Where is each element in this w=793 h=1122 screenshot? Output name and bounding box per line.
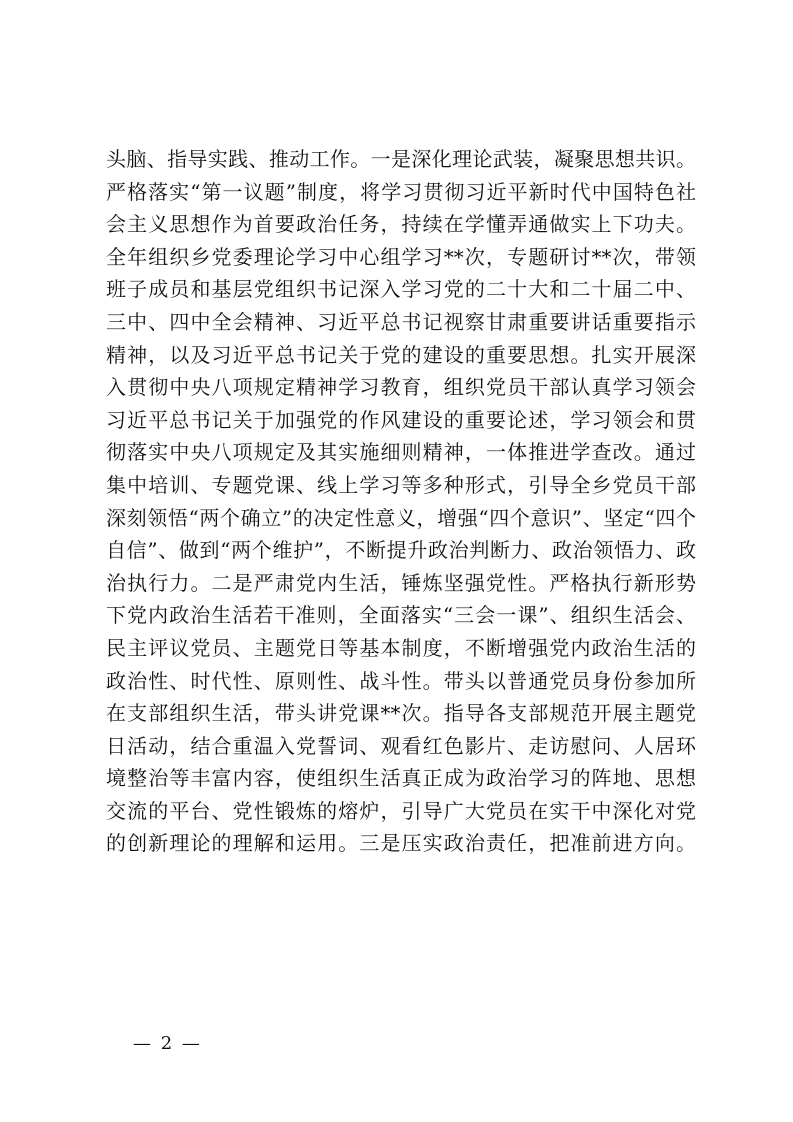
text-line: 政治性、时代性、原则性、战斗性。带头以普通党员身份参加所 [106,668,696,693]
text-line: 集中培训、专题党课、线上学习等多种形式，引导全乡党员干部 [106,472,696,497]
text-line: 三中、四中全会精神、习近平总书记视察甘肃重要讲话重要指示 [106,309,696,334]
text-line: 在支部组织生活，带头讲党课**次。指导各支部规范开展主题党 [106,701,696,726]
text-line: 头脑、指导实践、推动工作。一是深化理论武装，凝聚思想共识。 [106,147,696,171]
text-line: 入贯彻中央八项规定精神学习教育，组织党员干部认真学习领会 [106,375,696,400]
text-line: 自信”、做到“两个维护”，不断提升政治判断力、政治领悟力、政 [106,538,696,563]
text-line: 会主义思想作为首要政治任务，持续在学懂弄通做实上下功夫。 [106,212,696,237]
text-line: 习近平总书记关于加强党的作风建设的重要论述，学习领会和贯 [106,407,696,432]
text-line: 彻落实中央八项规定及其实施细则精神，一体推进学查改。通过 [106,440,696,465]
text-line: 治执行力。二是严肃党内生活，锤炼坚强党性。严格执行新形势 [106,570,696,595]
text-line: 全年组织乡党委理论学习中心组学习**次，专题研讨**次，带领 [106,244,696,269]
text-line: 深刻领悟“两个确立”的决定性意义，增强“四个意识”、坚定“四个 [106,505,696,530]
text-line: 严格落实“第一议题”制度，将学习贯彻习近平新时代中国特色社 [106,179,696,204]
text-line: 班子成员和基层党组织书记深入学习党的二十大和二十届二中、 [106,277,696,302]
text-line: 精神，以及习近平总书记关于党的建设的重要思想。扎实开展深 [106,342,696,367]
text-line: 的创新理论的理解和运用。三是压实政治责任，把准前进方向。 [106,831,696,856]
text-line: 境整治等丰富内容，使组织生活真正成为政治学习的阵地、思想 [106,766,696,791]
page-number: — 2 — [133,1033,202,1054]
text-line: 交流的平台、党性锻炼的熔炉，引导广大党员在实干中深化对党 [106,798,696,823]
body-text [106,143,696,860]
text-line: 日活动，结合重温入党誓词、观看红色影片、走访慰问、人居环 [106,733,696,758]
text-line: 下党内政治生活若干准则，全面落实“三会一课”、组织生活会、 [106,603,696,628]
text-line: 民主评议党员、主题党日等基本制度，不断增强党内政治生活的 [106,635,696,660]
